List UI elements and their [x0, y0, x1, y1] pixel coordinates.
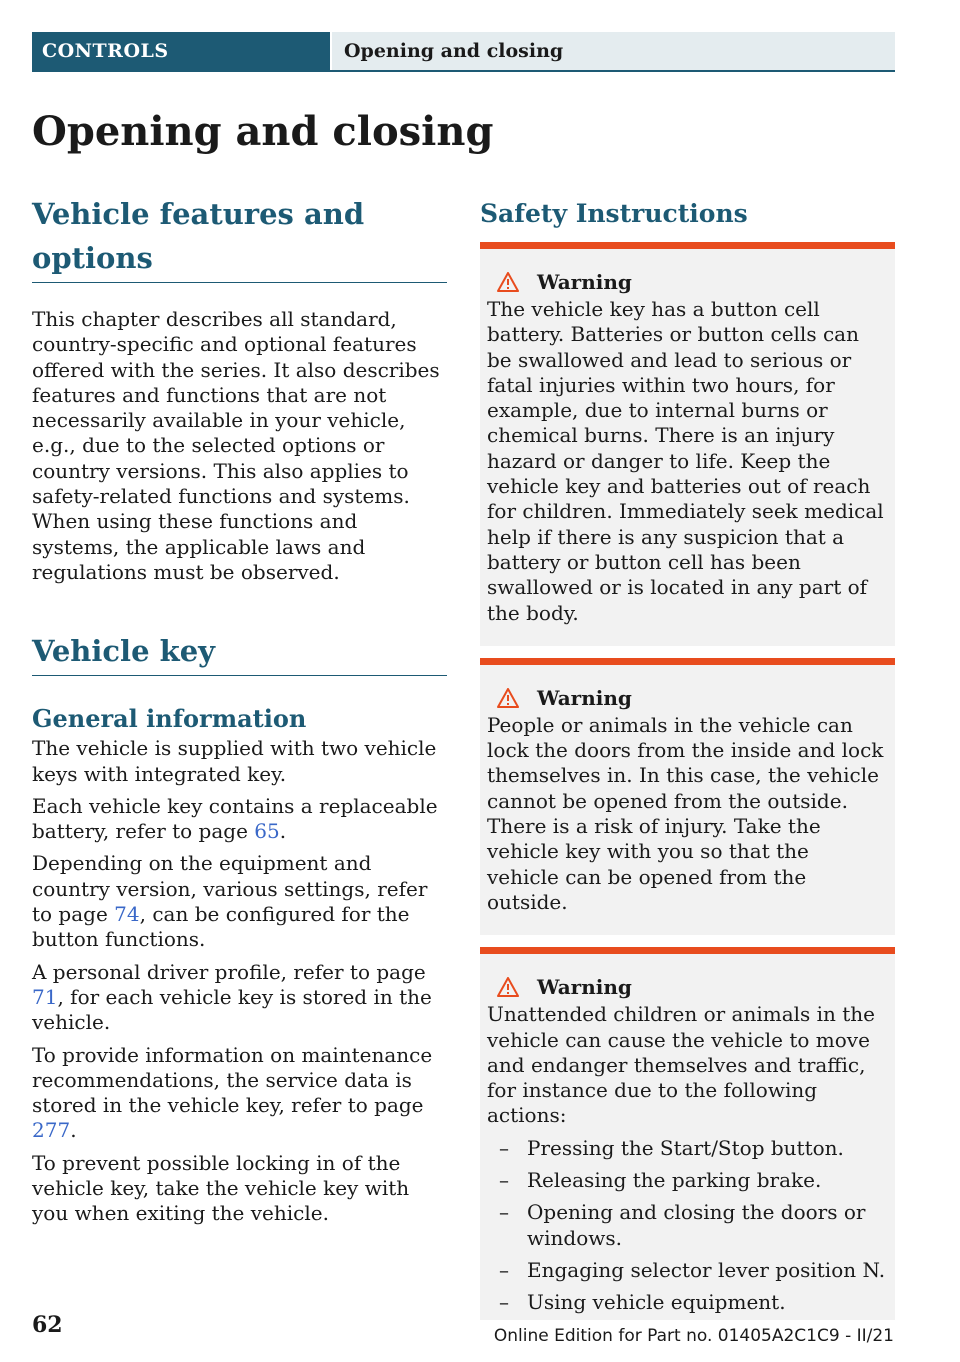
- text: To provide information on maintenance recommendations, the service data is stored in the vehicle key, refer to page: [32, 1042, 433, 1118]
- page-number: 62: [32, 1312, 63, 1338]
- text: , can be configured for the button functions.: [32, 902, 410, 952]
- paragraph-two-keys: The vehicle is supplied with two vehicle keys with integrated key.: [32, 736, 437, 786]
- paragraph-locking: To prevent possible locking in of the vehicle key, take the vehicle key with you when exiting the vehicle.: [32, 1150, 410, 1226]
- footer-edition: Online Edition for Part no. 01405A2C1C9 - II/21: [493, 1326, 894, 1346]
- dash-marker: –: [499, 1257, 509, 1282]
- safety-heading: Safety Instructions: [480, 199, 748, 228]
- header-chapter: Opening and closing: [332, 32, 895, 70]
- warning-box-battery: [480, 242, 895, 646]
- dash-marker: –: [499, 1200, 509, 1225]
- general-info-heading: General information: [32, 704, 307, 734]
- list-item-text: Opening and closing the doors or windows.: [527, 1200, 866, 1250]
- text: .: [70, 1118, 77, 1143]
- text: , for each vehicle key is stored in the vehicle.: [32, 984, 432, 1035]
- list-item-text: Using vehicle equipment.: [527, 1290, 786, 1315]
- paragraph-driver-profile: [32, 960, 447, 1036]
- dash-marker: –: [499, 1168, 509, 1193]
- dash-marker: –: [499, 1135, 509, 1160]
- paragraph-settings: [32, 851, 447, 952]
- warning-box-unattended: [480, 947, 895, 1319]
- features-heading: Vehicle features and options: [32, 192, 447, 283]
- warning-title: Warning: [537, 975, 632, 1000]
- warning-header: [487, 685, 887, 711]
- left-column: [32, 192, 447, 1227]
- list-item-text: Engaging selector lever position N.: [527, 1257, 886, 1282]
- vehicle-key-heading: Vehicle key: [32, 629, 447, 676]
- list-item-text: Pressing the Start/Stop button.: [527, 1135, 844, 1160]
- warning-triangle-icon: [497, 688, 519, 708]
- warning-title: Warning: [537, 685, 632, 710]
- header-section: CONTROLS: [32, 32, 330, 70]
- paragraph-service-data: [32, 1043, 447, 1144]
- page-link-71[interactable]: 71: [32, 984, 58, 1009]
- list-item: [487, 1200, 887, 1251]
- page-link-277[interactable]: 277: [32, 1118, 71, 1143]
- page-title: Opening and closing: [32, 108, 494, 155]
- warning-title: Warning: [537, 270, 632, 294]
- actions-list: [487, 1136, 887, 1316]
- paragraph-battery: [32, 794, 447, 845]
- page-link-74[interactable]: 74: [114, 902, 140, 927]
- list-item: [487, 1290, 887, 1315]
- features-text: This chapter describes all standard, country-specific and optional features offered with the series. It also describes features and functions that are not necessarily available in your vehicle, e.g., due to the selected options or country versions. This also applies to safety-related functions and systems. When using these functions and systems, the applicable laws and regulations must be observed.: [32, 307, 440, 584]
- warning-triangle-icon: [497, 977, 519, 997]
- warning-header: [487, 974, 887, 1000]
- list-item: [487, 1136, 887, 1161]
- text: Depending on the equipment and country version, various settings, refer to page: [32, 851, 428, 927]
- text: A personal driver profile, refer to page: [32, 959, 426, 984]
- warning-text: People or animals in the vehicle can lock the doors from the inside and lock themselves in. In this case, the vehicle cannot be opened from the outside. There is a risk of injury. Take the vehicle key with you so that the vehicle can be opened from the outside.: [487, 712, 884, 914]
- list-item-text: Releasing the parking brake.: [527, 1168, 822, 1193]
- text: Each vehicle key contains a replaceable battery, refer to page: [32, 793, 438, 844]
- text: .: [279, 819, 287, 844]
- right-column: [480, 192, 895, 1320]
- dash-marker: –: [499, 1290, 509, 1315]
- warning-text: Unattended children or animals in the vehicle can cause the vehicle to move and endanger themselves and traffic, for instance due to the following actions:: [487, 1002, 876, 1128]
- header-rule: [32, 70, 895, 72]
- warning-text: The vehicle key has a button cell battery. Batteries or button cells can be swallowed and lead to serious or fatal injuries within two hours, for example, due to internal burns or chemical burns. There is an injury hazard or danger to life. Keep the vehicle key and batteries out of reach for children. Immediately seek medical help if there is any suspicion that a battery or button cell has been swallowed or is located in any part of the body.: [487, 297, 884, 625]
- page-link-65[interactable]: 65: [254, 819, 280, 844]
- list-item: [487, 1258, 887, 1283]
- warning-header: [487, 269, 887, 295]
- list-item: [487, 1168, 887, 1193]
- warning-triangle-icon: [497, 272, 519, 292]
- warning-box-lock-in: [480, 658, 895, 935]
